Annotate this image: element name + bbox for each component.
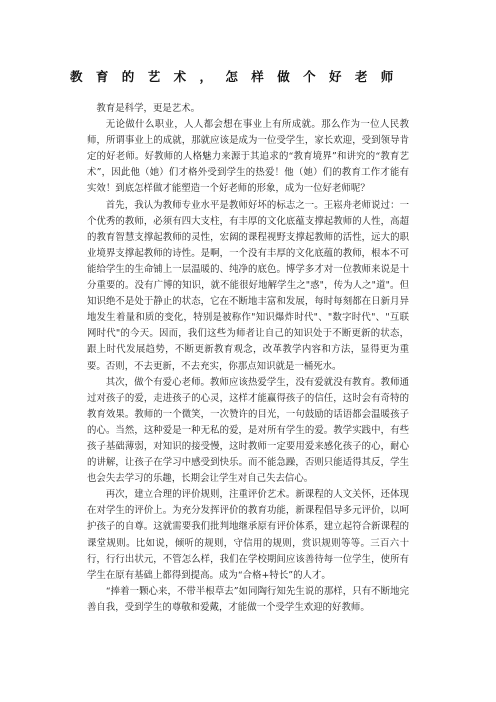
paragraph-professional-level: 首先，我认为教师专业水平是教师好坏的标志之一。王崧舟老师说过：一个优秀的教师，必须有四大支柱，有丰厚的文化底蕴支撑起教师的人性，高超的教育智慧支撑起教师的灵性，宏阔的课程视野支撑起教师的活性，远大的职业境界支撑起教师的诗性。是啊，一个没有丰厚的文化底蕴的教师，根本不可能给学生的生命铺上一层温暖的、纯净的底色。博学多才对一位教师来说是十分重要的。没有广博的知识，就不能很好地解学生之"惑"，传为人之"道"。但知识绝不是处于静止的状态，它在不断地丰富和发展，每时每刻都在日新月异地发生着量和质的变化，特别是被称作"知识爆炸时代"、"数字时代"、"互联网时代"的今天。因而，我们这些为师者让自己的知识处于不断更新的状态，跟上时代发展趋势，不断更新教育观念，改革教学内容和方法，显得更为重要。否则，不去更新，不去充实，你那点知识就是一桶死水。 — [87, 199, 409, 372]
paragraph-career: 无论做什么职业，人人都会想在事业上有所成就。那么作为一位人民教师，所谓事业上的成就，那就应该是成为一位受学生，家长欢迎，受到领导肯定的好老师。好教师的人格魅力来源于其追求的“教育境界”和讲究的“教育艺术”，因此他（她）们才格外受到学生的热爱！他（她）们的教育工作才能有实效！到底怎样做才能塑造一个好老师的形象，成为一位好老师呢？ — [87, 119, 409, 195]
paragraph-caring-teacher: 其次，做个有爱心老师。教师应该热爱学生，没有爱就没有教育。教师通过对孩子的爱，走进孩子的心灵，这样才能赢得孩子的信任，这时会有奇特的教育效果。教师的一个微笑，一次赞许的目光，一句鼓励的话语都会温暖孩子的心。当然，这种爱是一种无私的爱，是对所有学生的爱。教学实践中，有些孩子基础薄弱，对知识的接受慢，这时教师一定要用爱来感化孩子的心，耐心的讲解，让孩子在学习中感受到快乐。而不能急躁，否则只能适得其反，学生也会失去学习的乐趣，长期会让学生对自己失去信心。 — [87, 376, 409, 485]
document-title: 教育的艺术，怎样做个好老师 — [70, 69, 407, 84]
paragraph-evaluation-rules: 再次，建立合理的评价规则，注重评价艺术。新课程的人文关怀，还体现在对学生的评价上。为充分发挥评价的教育功能，新课程倡导多元评价，以呵护孩子的自尊。这就需要我们批判地继承原有评价体系，建立起符合新课程的课堂规则。比如说，倾听的规则，守信用的规则，赏识规则等等。三百六十行，行行出状元，不管怎么样，我们在学校期间应该善待每一位学生，使所有学生在原有基础上都得到提高。成为“合格+特长”的人才。 — [87, 489, 409, 581]
paragraph-conclusion: “捧着一颗心来，不带半根草去”如同陶行知先生说的那样，只有不断地完善自我，受到学生的尊敬和爱戴，才能做一个受学生欢迎的好教师。 — [87, 585, 409, 613]
paragraph-intro: 教育是科学，更是艺术。 — [96, 103, 201, 114]
document-body — [87, 101, 409, 616]
